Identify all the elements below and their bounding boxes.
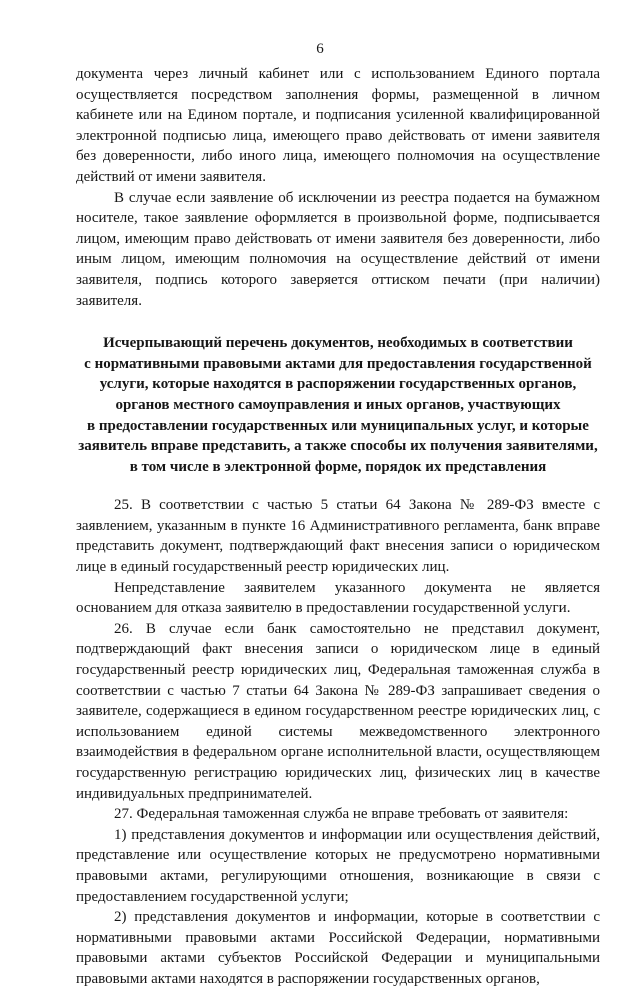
- section-heading: [76, 333, 600, 477]
- heading-line: органов местного самоуправления и иных органов, участвующих: [115, 396, 561, 413]
- paragraph: 2) представления документов и информации, которые в соответствии с нормативными правовыми актами Российской Федерации, нормативными правовыми актами субъектов Российской Федерации и муниципальными правовыми актами находятся в распоряжении государственных органов,: [76, 909, 600, 987]
- paragraphs-before-heading: [76, 64, 600, 311]
- heading-line: с нормативными правовыми актами для предоставления государственной: [84, 355, 592, 372]
- heading-line: заявитель вправе представить, а также способы их получения заявителями,: [78, 438, 598, 455]
- page-content: [76, 64, 600, 990]
- paragraph: 26. В случае если банк самостоятельно не представил документ, подтверждающий факт внесения записи о юридическом лице в единый государственный реестр юридических лиц, Федеральная таможенная служба в соответствии с частью 7 статьи 64 Закона № 289-ФЗ запрашивает сведения о заявителе, содержащиеся в едином государственном реестре юридических лиц, с использованием единой системы межведомственного электронного взаимодействия в федеральном органе исполнительной власти, осуществляющем государственную регистрацию юридических лиц, физических лиц в качестве индивидуальных предпринимателей.: [76, 620, 600, 802]
- heading-line: в предоставлении государственных или муниципальных услуг, и которые: [87, 417, 589, 434]
- paragraph: Непредставление заявителем указанного документа не является основанием для отказа заявителю в предоставлении государственной услуги.: [76, 579, 600, 617]
- heading-line: Исчерпывающий перечень документов, необходимых в соответствии: [103, 335, 573, 352]
- paragraph: 1) представления документов и информации или осуществления действий, представление или осуществление которых не предусмотрено нормативными правовыми актами, регулирующими отношения, возникающие в связи с предоставлением государственной услуги;: [76, 826, 600, 905]
- paragraph: 27. Федеральная таможенная служба не вправе требовать от заявителя:: [114, 806, 569, 823]
- heading-line: в том числе в электронной форме, порядок их представления: [129, 458, 547, 475]
- paragraphs-after-heading: [76, 495, 600, 989]
- paragraph: 25. В соответствии с частью 5 статьи 64 Закона № 289-ФЗ вместе с заявлением, указанным в пункте 16 Административного регламента, банк вправе представить документ, подтверждающий факт внесения записи о юридическом лице в единый государственный реестр юридических лиц.: [76, 497, 600, 576]
- paragraph: документа через личный кабинет или с использованием Единого портала осуществляется посредством заполнения формы, размещенной в личном кабинете или на Едином портале, и подписания усиленной квалифицированной электронной подписью лица, имеющего право действовать от имени заявителя без доверенности, либо иного лица, имеющего полномочия на осуществление действий от имени заявителя.: [76, 66, 600, 185]
- page-number: 6: [316, 41, 324, 57]
- heading-line: услуги, которые находятся в распоряжении государственных органов,: [99, 376, 577, 393]
- paragraph: В случае если заявление об исключении из реестра подается на бумажном носителе, такое заявление оформляется в произвольной форме, подписывается лицом, имеющим право действовать от имени заявителя без доверенности, либо иным лицом, имеющим полномочия на осуществление действий от имени заявителя, подпись которого заверяется оттиском печати (при наличии) заявителя.: [76, 189, 600, 309]
